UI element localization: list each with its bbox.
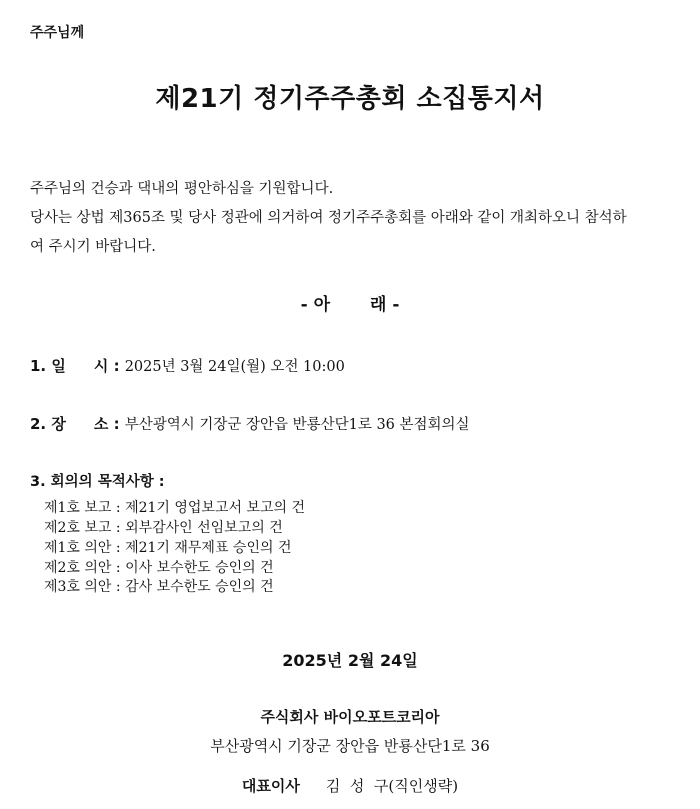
date-label-a: 일 [51,357,66,375]
date-label-b: 시 : [93,357,120,375]
ceo-signature-row [0,775,700,796]
company-address: 부산광역시 기장군 장안읍 반룡산단1로 36 [210,737,490,755]
notice-date: 2025년 2월 24일 [282,651,418,670]
place-number: 2. [30,415,47,433]
place-label-a: 장 [51,415,66,433]
agenda-item: 제2호 보고 : 외부감사인 선임보고의 건 [44,520,283,536]
intro-line-3: 여 주시기 바랍니다. [30,239,156,255]
place-label [30,413,120,434]
agenda-item: 제3호 의안 : 감사 보수한도 승인의 건 [44,579,274,595]
ceo-name: 김 성 구(직인생략) [325,777,459,795]
document-title: 제21기 정기주주총회 소집통지서 [155,84,545,114]
section-heading-right: 래 - [370,295,400,315]
section-heading-left: - 아 [300,295,330,315]
salutation: 주주님께 [30,25,85,41]
ceo-label: 대표이사 [241,777,300,795]
intro-line-1: 주주님의 건승과 댁내의 평안하심을 기원합니다. [30,181,334,197]
agenda-item: 제2호 의안 : 이사 보수한도 승인의 건 [44,560,274,576]
agenda-item: 제1호 의안 : 제21기 재무제표 승인의 건 [44,540,292,556]
date-label [30,355,120,376]
company-name: 주식회사 바이오포트코리아 [260,708,440,726]
place-value: 부산광역시 기장군 장안읍 반룡산단1로 36 본점회의실 [124,417,470,433]
date-value: 2025년 3월 24일(월) 오전 10:00 [124,359,345,375]
meeting-place-row [30,413,470,434]
intro-line-2: 당사는 상법 제365조 및 당사 정관에 의거하여 정기주주총회를 아래와 같이 개최하오니 참석하 [30,210,627,226]
meeting-date-row [30,355,345,376]
place-label-b: 소 : [93,415,120,433]
agenda-heading: 3. 회의의 목적사항 : [30,474,165,490]
section-heading [0,290,700,315]
agenda-item: 제1호 보고 : 제21기 영업보고서 보고의 건 [44,500,305,516]
date-number: 1. [30,357,47,375]
